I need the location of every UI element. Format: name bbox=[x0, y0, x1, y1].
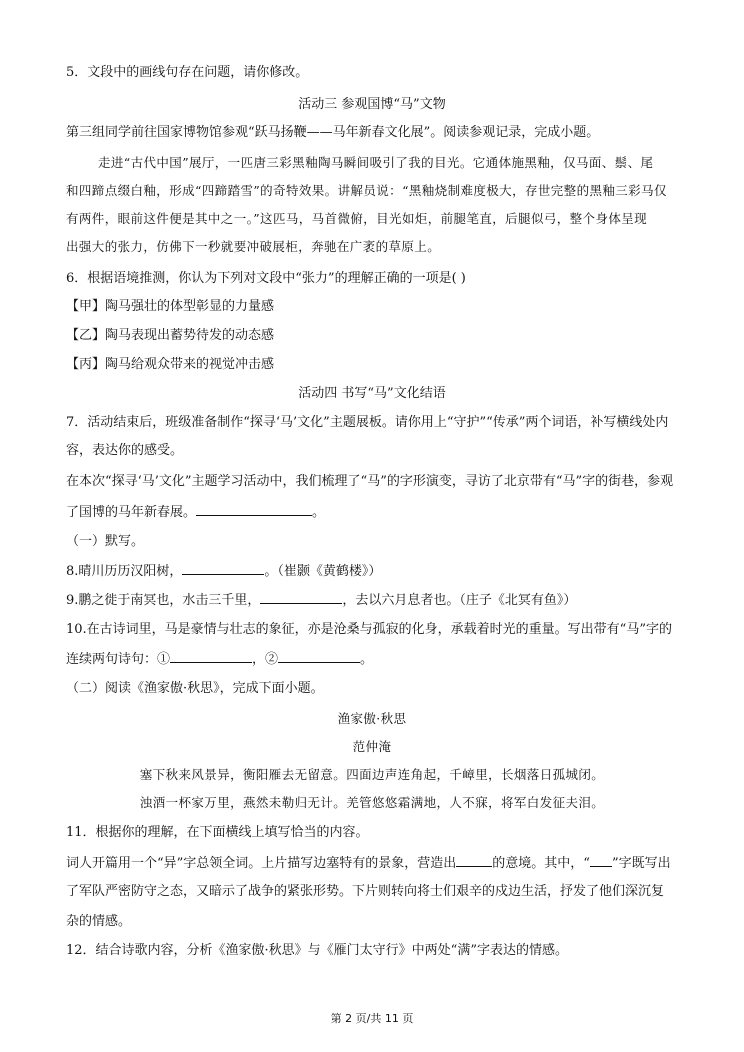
passage-line: 出强大的张力，仿佛下一秒就要冲破展柜，奔驰在广袤的草原上。 bbox=[66, 239, 441, 254]
question-7-text: 了国博的马年新春展。 bbox=[66, 505, 197, 520]
question-8-pre: 8.晴川历历汉阳树， bbox=[66, 564, 183, 579]
question-11-end: ”字既写出 bbox=[611, 856, 671, 871]
question-11-stem: 11．根据你的理解，在下面横线上填写恰当的内容。 bbox=[66, 825, 369, 840]
question-8 bbox=[66, 562, 684, 581]
question-9-post: ，去以六月息者也。（庄子《北冥有鱼》） bbox=[342, 593, 577, 608]
option-jia: 【甲】陶马强壮的体型彰显的力量感 bbox=[66, 299, 275, 314]
question-10-pre: 连续两句诗句：① bbox=[66, 652, 171, 667]
question-12: 12．结合诗歌内容，分析《渔家傲·秋思》与《雁门太守行》中两处“满”字表达的情感。 bbox=[66, 943, 568, 958]
section-2-heading: （二）阅读《渔家傲·秋思》，完成下面小题。 bbox=[66, 681, 324, 696]
poem-author: 范仲淹 bbox=[352, 739, 392, 754]
answer-blank[interactable] bbox=[196, 503, 312, 516]
answer-blank[interactable] bbox=[456, 854, 492, 867]
poem-line: 浊酒一杯家万里，燕然未勒归无计。羌管悠悠霜满地，人不寐，将军白发征夫泪。 bbox=[139, 795, 605, 810]
answer-blank[interactable] bbox=[170, 650, 252, 663]
question-6-stem: 6．根据语境推测，你认为下列对文段中“张力”的理解正确的一项是( ) bbox=[66, 271, 466, 286]
question-9 bbox=[66, 591, 684, 610]
section-1-heading: （一）默写。 bbox=[66, 534, 145, 549]
activity-3-title: 活动三 参观国博“马”文物 bbox=[298, 97, 446, 112]
answer-blank[interactable] bbox=[590, 854, 612, 867]
poem-title: 渔家傲·秋思 bbox=[337, 711, 407, 726]
question-5: 5．文段中的画线句存在问题，请你修改。 bbox=[66, 65, 309, 80]
question-11-mid: 的意境。其中，“ bbox=[492, 856, 590, 871]
activity-4-title: 活动四 书写“马”文化结语 bbox=[298, 386, 446, 401]
question-11-line: 杂的情感。 bbox=[66, 914, 132, 929]
answer-blank[interactable] bbox=[182, 562, 264, 575]
option-bing: 【丙】陶马给观众带来的视觉冲击感 bbox=[66, 357, 275, 372]
question-11-line bbox=[66, 854, 684, 873]
activity-3-intro: 第三组同学前往国家博物馆参观“跃马扬鞭——马年新春文化展”。阅读参观记录，完成小题。 bbox=[66, 125, 600, 140]
question-9-pre: 9.鹏之徙于南冥也，水击三千里， bbox=[66, 593, 261, 608]
passage-line: 有两件，眼前这件便是其中之一。”这匹马，马首微俯，目光如炬，前腿笔直，后腿似弓，整个身体呈现 bbox=[66, 211, 648, 226]
question-7-line: 在本次“探寻‘马’文化”主题学习活动中，我们梳理了“马”的字形演变，寻访了北京带有“马”字的街巷，参观 bbox=[66, 474, 674, 489]
answer-blank[interactable] bbox=[260, 591, 342, 604]
punctuation: 。 bbox=[312, 505, 326, 520]
question-10-mid: ，② bbox=[252, 652, 279, 667]
page-footer: 第 2 页/共 11 页 bbox=[330, 1012, 414, 1025]
question-7-answer-line bbox=[66, 503, 684, 522]
question-11-line: 了军队严密防守之态，又暗示了战争的紧张形势。下片则转向将士们艰辛的戍边生活，抒发了他们深沉复 bbox=[66, 884, 665, 899]
punctuation: 。 bbox=[360, 652, 374, 667]
question-7-line: 容，表达你的感受。 bbox=[66, 443, 184, 458]
question-10-line: 10.在古诗词里，马是豪情与壮志的象征，亦是沧桑与孤寂的化身，承载着时光的重量。写出带有“马”字的 bbox=[66, 622, 672, 637]
passage-line: 走进“古代中国”展厅，一匹唐三彩黑釉陶马瞬间吸引了我的目光。它通体施黑釉，仅马面、鬃、尾 bbox=[98, 155, 654, 170]
question-8-post: 。（崔颢《黄鹤楼》） bbox=[264, 564, 382, 579]
passage-line: 和四蹄点缀白釉，形成“四蹄踏雪”的奇特效果。讲解员说：“黑釉烧制难度极大，存世完整的黑釉三彩马仅 bbox=[66, 183, 667, 198]
answer-blank[interactable] bbox=[278, 650, 360, 663]
question-10-answer-line bbox=[66, 650, 684, 669]
option-yi: 【乙】陶马表现出蓄势待发的动态感 bbox=[66, 328, 275, 343]
poem-line: 塞下秋来风景异，衡阳雁去无留意。四面边声连角起，千嶂里，长烟落日孤城闭。 bbox=[139, 767, 605, 782]
question-7-line: 7．活动结束后，班级准备制作“探寻‘马’文化”主题展板。请你用上“守护”“传承”两个词语，补写横线处内 bbox=[66, 415, 669, 430]
question-11-pre: 词人开篇用一个“异”字总领全词。上片描写边塞特有的景象，营造出 bbox=[66, 856, 457, 871]
